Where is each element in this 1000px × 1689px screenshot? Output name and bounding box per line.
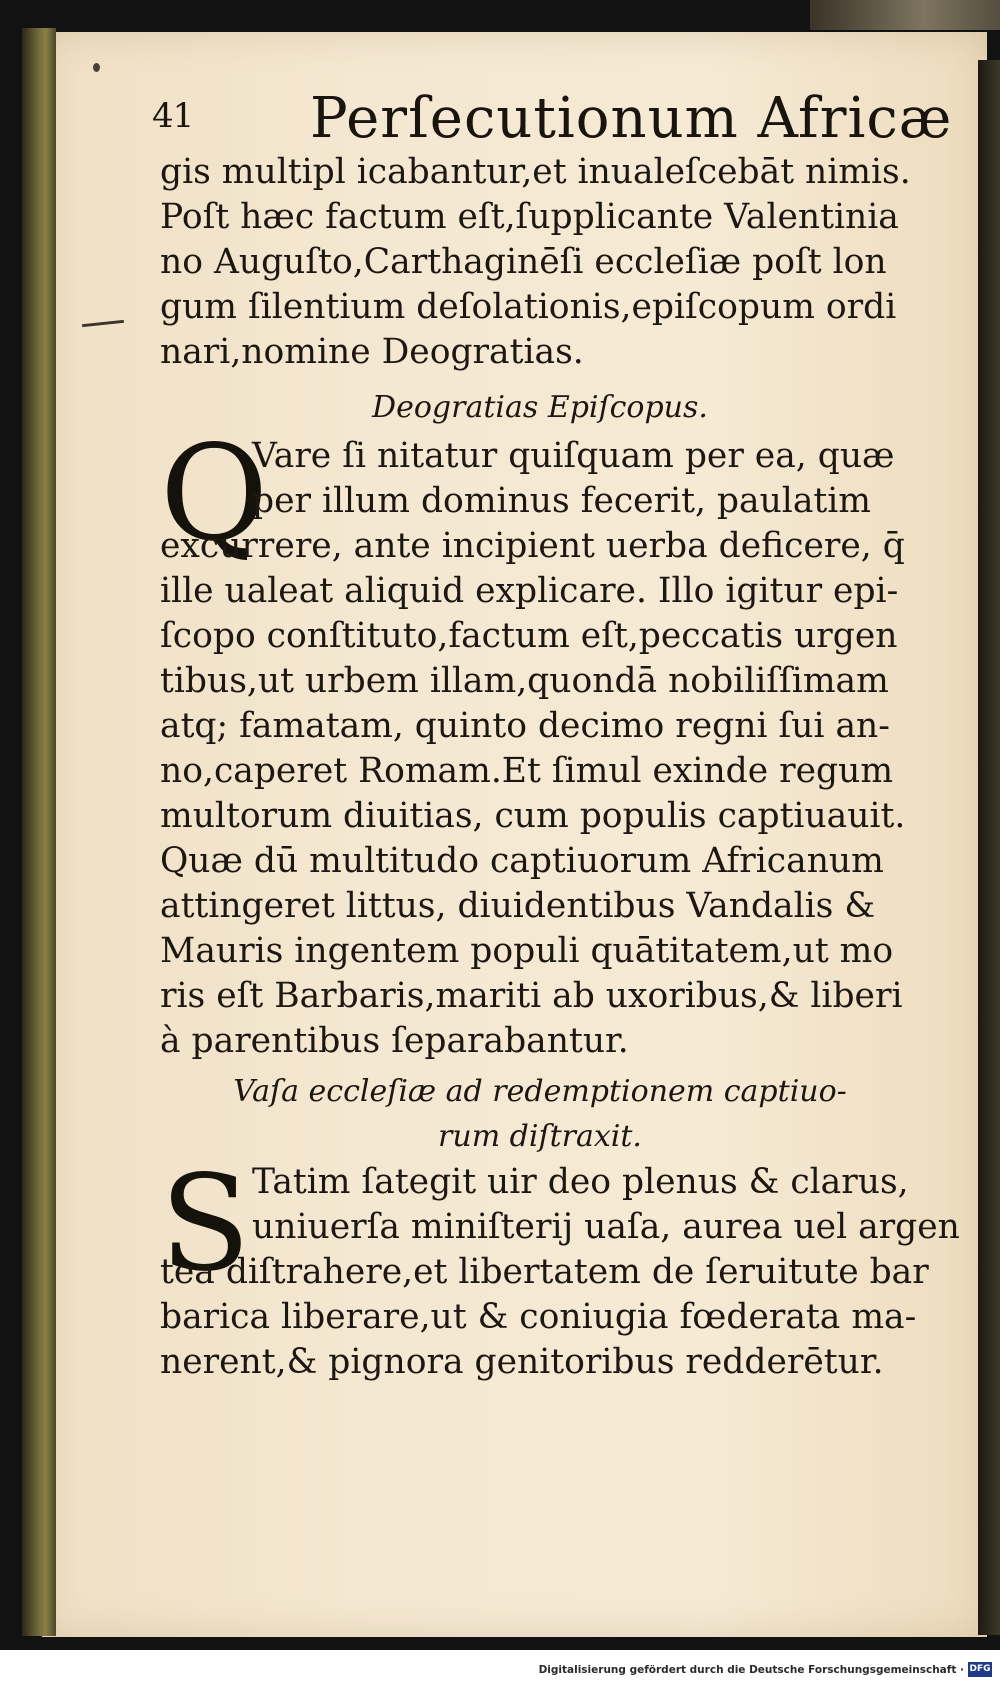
text-line: Vare ſi nitatur quiſquam per ea, quæ <box>252 436 895 476</box>
section-heading: Deogratias Epiſcopus. <box>372 390 708 425</box>
text-line: Quæ dū multitudo captiuorum Africanum <box>160 841 884 881</box>
text-line: multorum diuitias, cum populis captiuauit. <box>160 796 906 836</box>
text-line: nerent,& pignora genitoribus redderētur. <box>160 1342 884 1382</box>
running-head: Perſecutionum Africæ <box>310 86 953 151</box>
text-line: atq; famatam, quinto decimo regni ſui an- <box>160 706 890 746</box>
text-line: Tatim ſategit uir deo plenus & clarus, <box>252 1162 909 1202</box>
text-line: excurrere, ante incipient uerba deficere, q̄ <box>160 526 905 566</box>
text-line: ſcopo conſtituto,factum eſt,peccatis urgen <box>160 616 898 656</box>
heading-line: Vaſa eccleſiæ ad redemptionem captiuo- <box>233 1074 847 1109</box>
paragraph-opening <box>160 150 920 375</box>
text-line: gis multipl icabantur,et inualeſcebāt nimis. <box>160 152 911 192</box>
binding-edge <box>810 0 1000 30</box>
text-line: barica liberare,ut & coniugia fœderata ma- <box>160 1297 917 1337</box>
heading-line: rum diſtraxit. <box>438 1119 642 1154</box>
ink-spot <box>93 63 100 72</box>
page-edge-strip <box>22 28 56 1636</box>
drop-cap-s: S <box>160 1147 251 1301</box>
paragraph-vasa <box>160 1147 960 1385</box>
funding-credit: Digitalisierung gefördert durch die Deutsche Forschungsgemeinschaft · <box>538 1664 964 1676</box>
page-header <box>152 86 972 152</box>
text-line: tibus,ut urbem illam,quondā nobiliſſimam <box>160 661 889 701</box>
text-line: ille ualeat aliquid explicare. Illo igitur epi- <box>160 571 899 611</box>
page-number: 41 <box>152 96 194 136</box>
text-line: no Auguſto,Carthaginēſi eccleſiæ poſt lon <box>160 242 887 282</box>
text-line: ris eſt Barbaris,mariti ab uxoribus,& liberi <box>160 976 903 1016</box>
text-line: Poſt hæc factum eſt,ſupplicante Valentinia <box>160 197 899 237</box>
paragraph-deogratias <box>160 434 920 1064</box>
text-line: per illum dominus fecerit, paulatim <box>252 481 872 521</box>
text-line: Mauris ingentem populi quātitatem,ut mo <box>160 931 894 971</box>
text-line: uniuerſa miniſterij uaſa, aurea uel argen <box>252 1207 960 1247</box>
footer-bar <box>0 1650 1000 1689</box>
text-line: gum ſilentium deſolationis,epiſcopum ordi <box>160 287 897 327</box>
drop-cap-q: Q <box>160 417 269 571</box>
text-line: no,caperet Romam.Et ſimul exinde regum <box>160 751 894 791</box>
right-page-edge <box>978 60 1000 1635</box>
text-line: à parentibus ſeparabantur. <box>160 1021 629 1061</box>
text-line: nari,nomine Deogratias. <box>160 332 584 372</box>
text-line: tea diſtrahere,et libertatem de ſeruitute bar <box>160 1252 929 1292</box>
dfg-logo: DFG <box>968 1662 992 1677</box>
section-heading <box>160 1070 920 1160</box>
text-line: attingeret littus, diuidentibus Vandalis & <box>160 886 876 926</box>
